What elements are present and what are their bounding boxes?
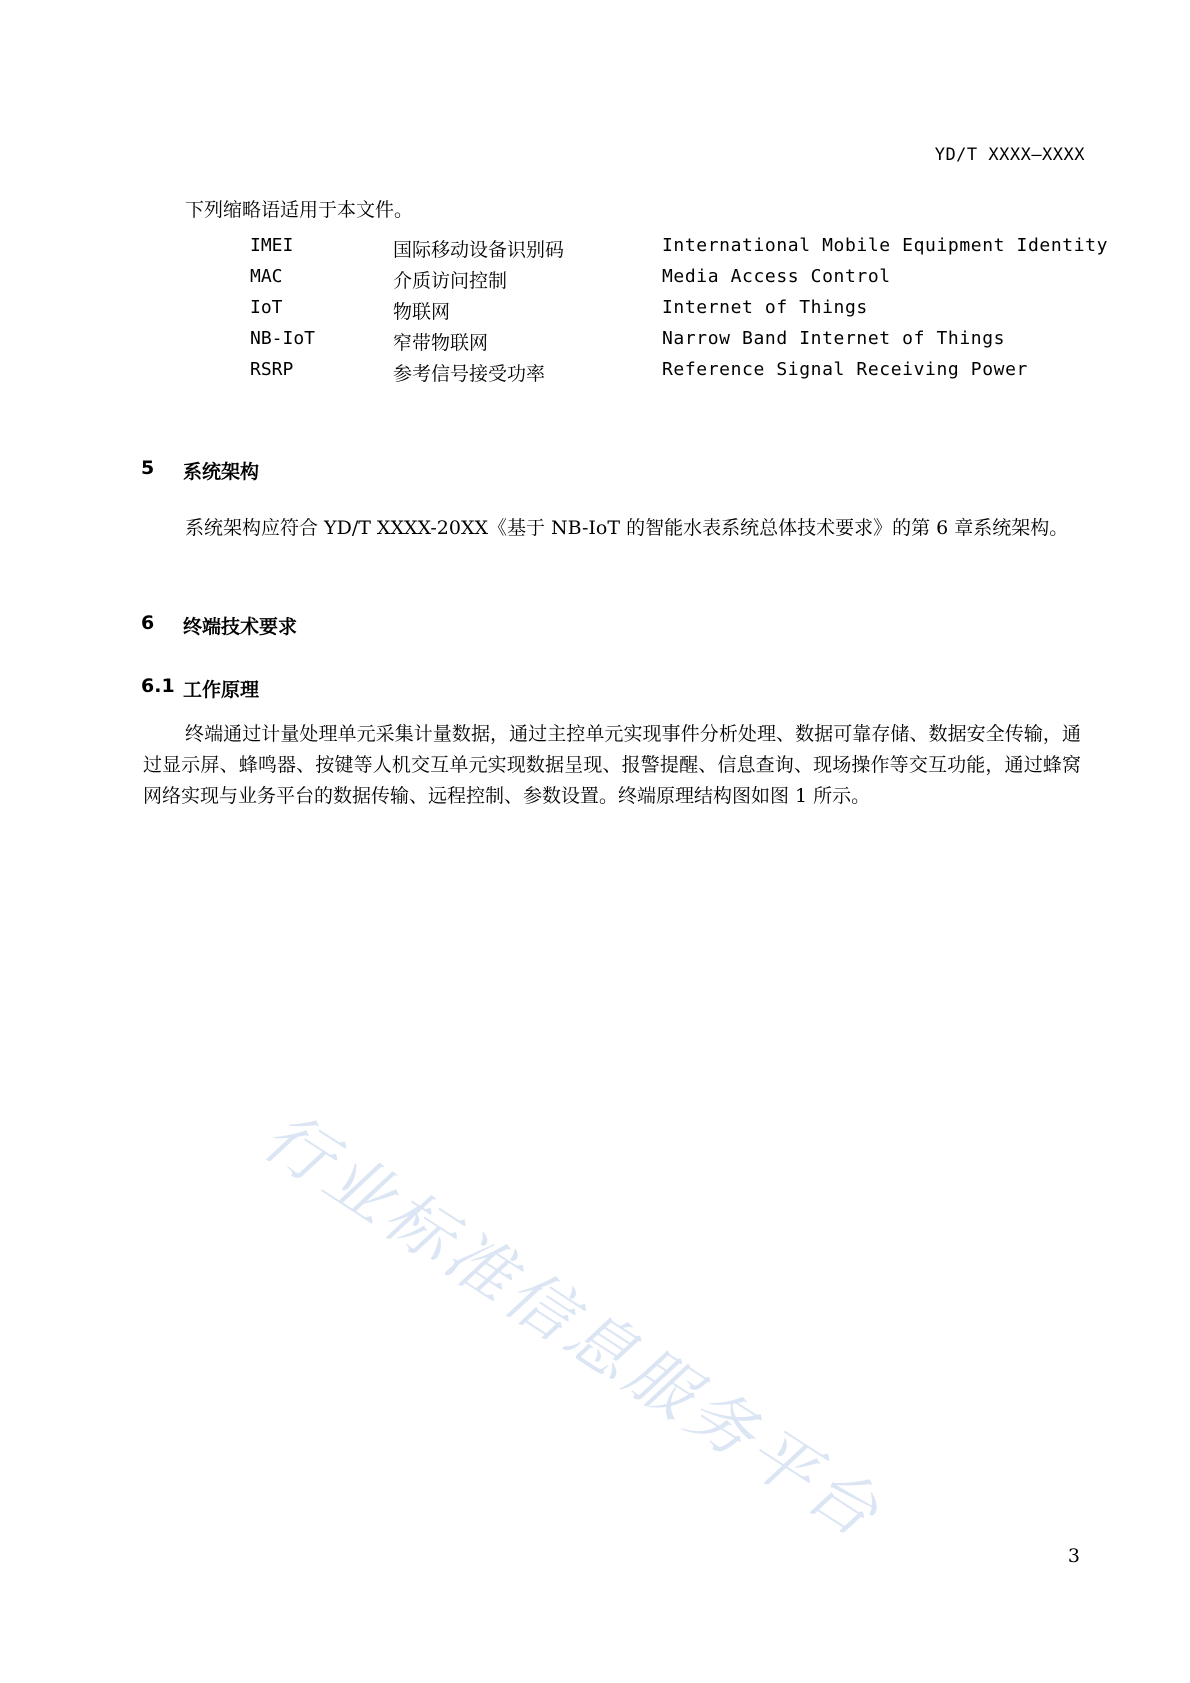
abbreviation-english: International Mobile Equipment Identity	[662, 235, 1109, 256]
abbreviation-term: RSRP	[250, 359, 294, 380]
abbreviation-row	[0, 297, 1190, 327]
abbreviation-chinese: 介质访问控制	[393, 270, 508, 292]
abbreviation-intro: 下列缩略语适用于本文件。	[185, 199, 414, 221]
abbreviation-english: Reference Signal Receiving Power	[662, 359, 1028, 380]
section-5-body: 系统架构应符合 YD/T XXXX-20XX《基于 NB-IoT 的智能水表系统总体技术要求》的第 6 章系统架构。	[185, 517, 1069, 539]
abbreviation-english: Internet of Things	[662, 297, 868, 318]
abbreviation-term: NB-IoT	[250, 328, 316, 349]
abbreviation-row	[0, 359, 1190, 389]
watermark: 行业标准信息服务平台	[249, 1097, 896, 1555]
abbreviation-row	[0, 328, 1190, 358]
section-title: 工作原理	[183, 679, 260, 701]
abbreviation-term: IMEI	[250, 235, 294, 256]
section-title: 系统架构	[183, 461, 260, 483]
abbreviation-chinese: 国际移动设备识别码	[393, 239, 565, 261]
abbreviation-chinese: 物联网	[393, 301, 451, 323]
abbreviation-chinese: 参考信号接受功率	[393, 363, 546, 385]
abbreviation-english: Narrow Band Internet of Things	[662, 328, 1006, 349]
abbreviation-term: IoT	[250, 297, 283, 318]
section-number: 6	[141, 612, 155, 634]
abbreviation-row	[0, 235, 1190, 265]
document-code-header: YD/T XXXX—XXXX	[934, 145, 1085, 165]
abbreviation-english: Media Access Control	[662, 266, 891, 287]
abbreviation-chinese: 窄带物联网	[393, 332, 489, 354]
page-number: 3	[1067, 1545, 1080, 1567]
abbreviation-row	[0, 266, 1190, 296]
section-number: 5	[141, 457, 155, 479]
abbreviation-term: MAC	[250, 266, 283, 287]
section-6-1-body: 终端通过计量处理单元采集计量数据，通过主控单元实现事件分析处理、数据可靠存储、数据安全传输，通过显示屏、蜂鸣器、按键等人机交互单元实现数据呈现、报警提醒、信息查询、现场操作等交互功能，通过蜂窝网络实现与业务平台的数据传输、远程控制、参数设置。终端原理结构图如图 1 所示。	[143, 723, 1081, 807]
section-title: 终端技术要求	[183, 616, 298, 638]
section-number: 6.1	[141, 675, 175, 697]
